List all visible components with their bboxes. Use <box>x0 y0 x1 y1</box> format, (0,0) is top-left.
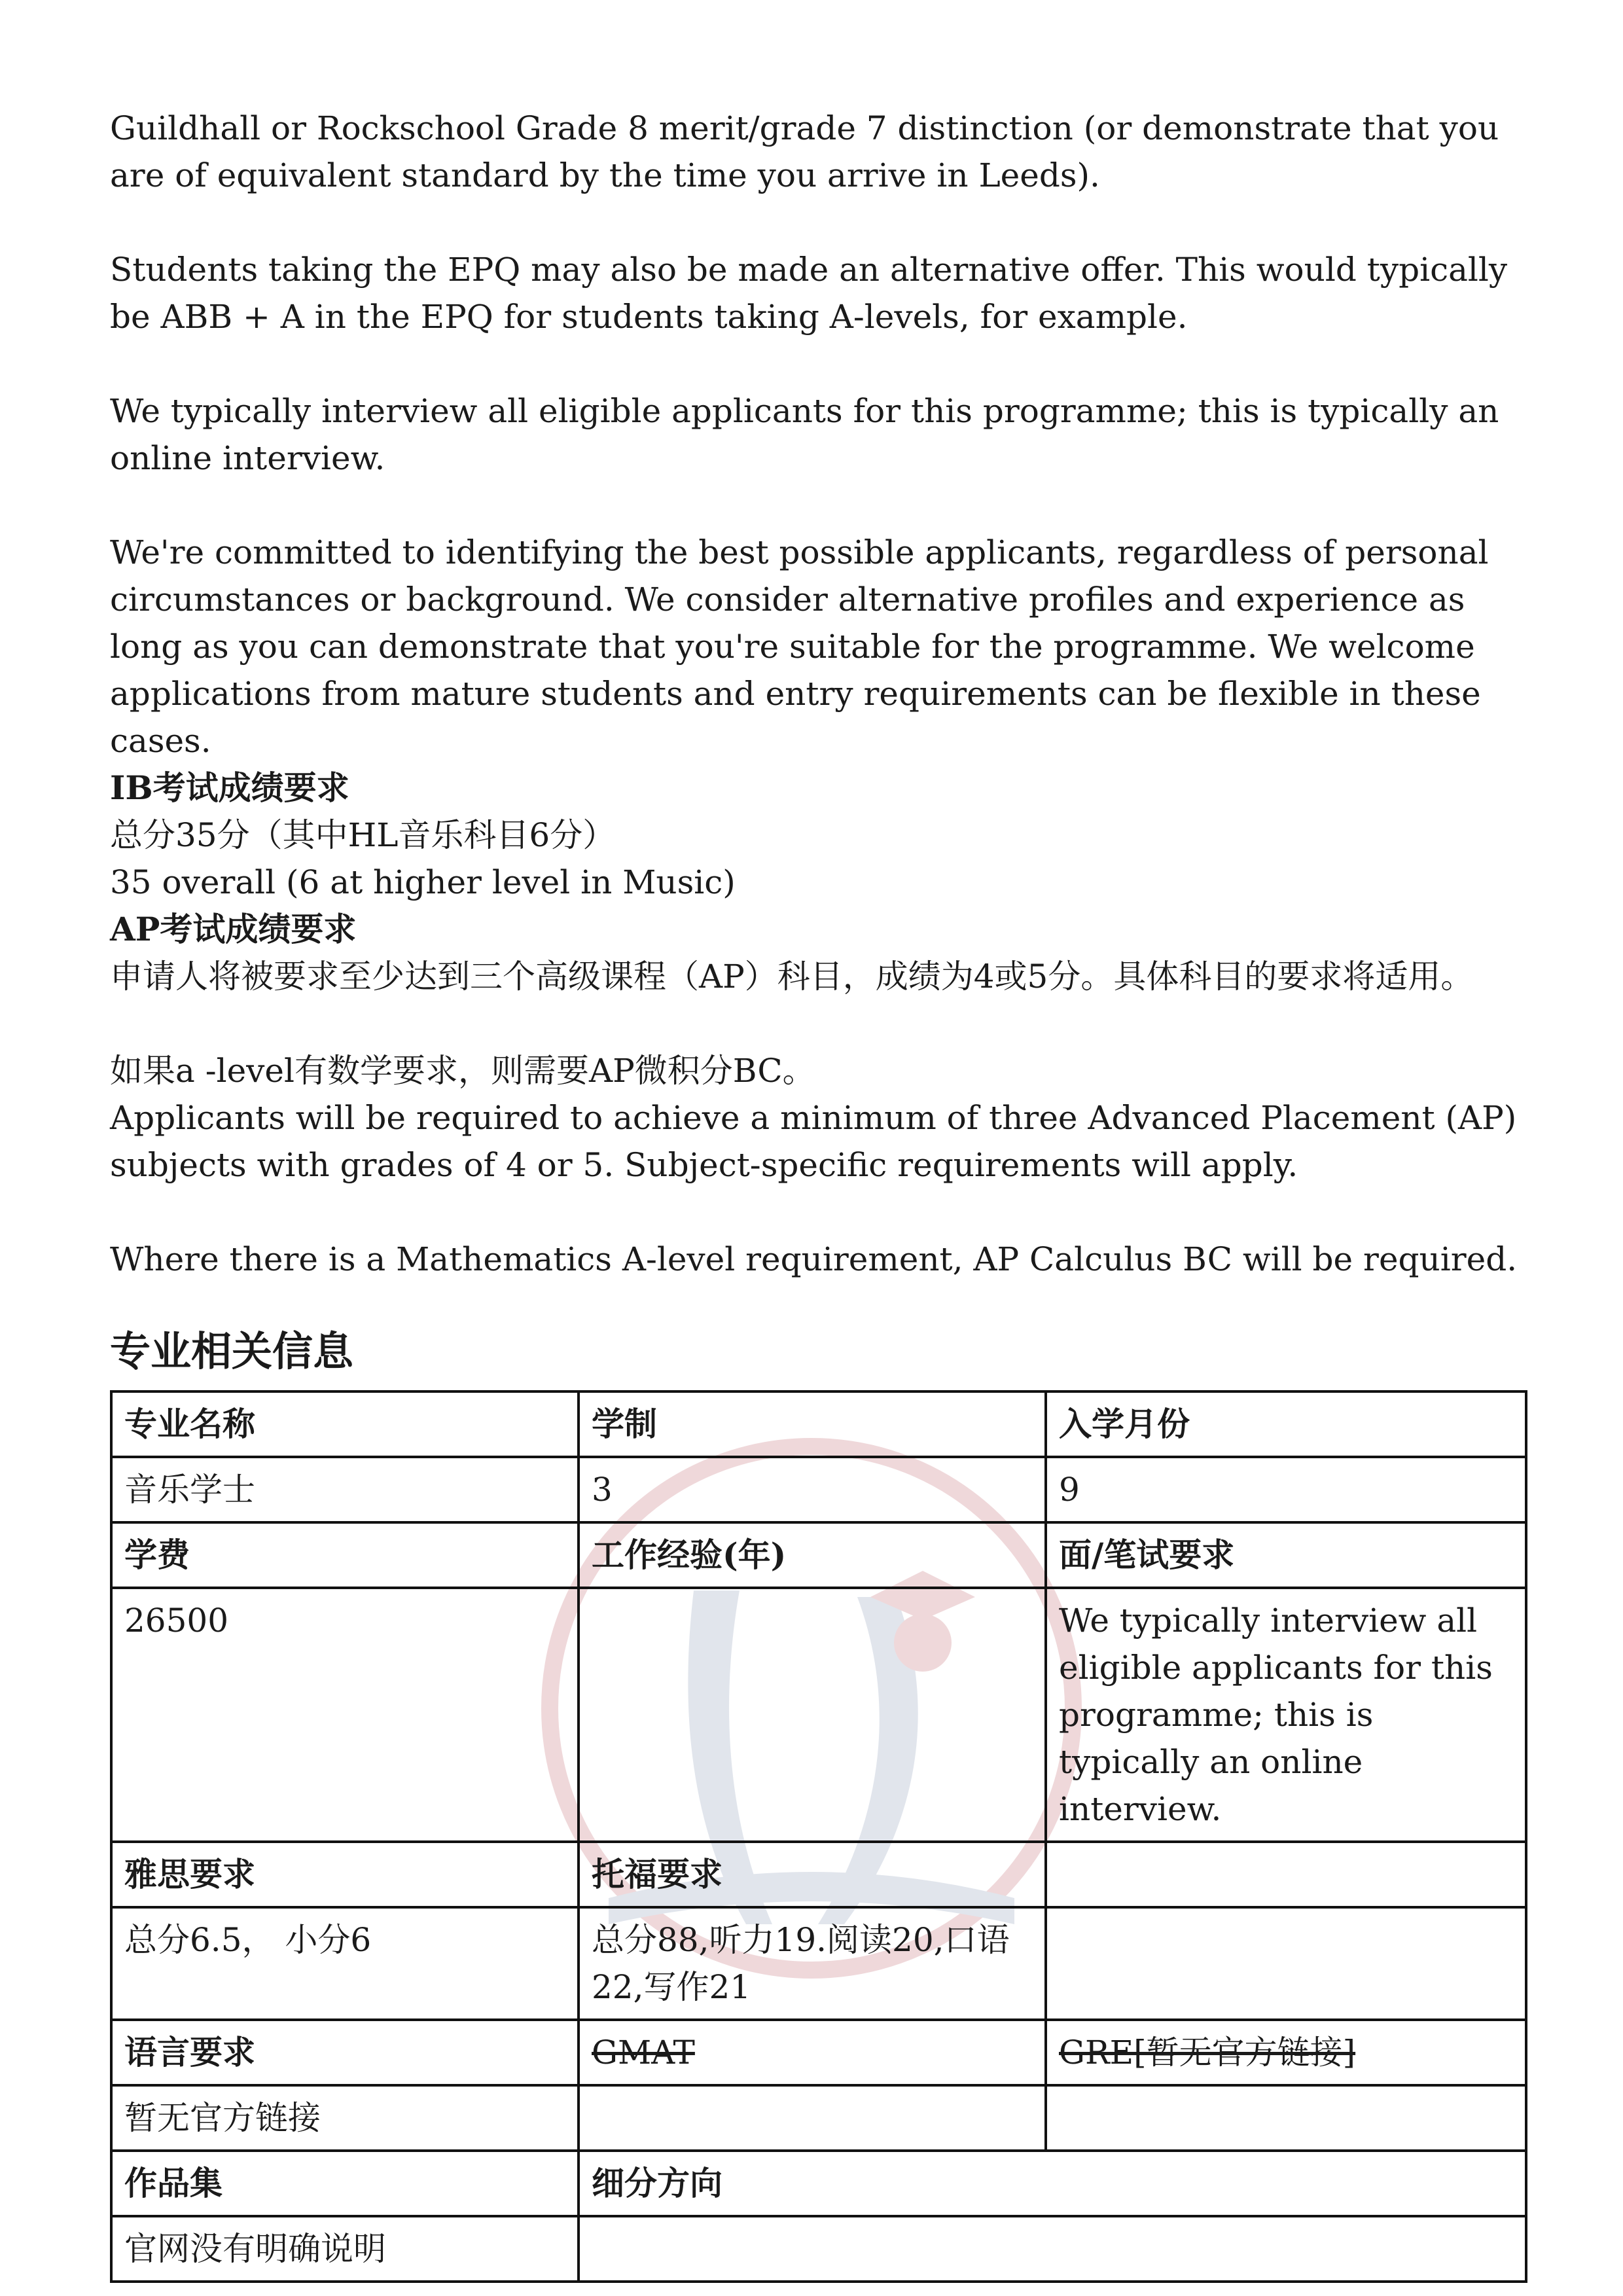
table-cell-strikethrough: GMAT <box>579 2020 1046 2085</box>
table-row <box>111 2085 1526 2151</box>
ap-line-en2: Where there is a Mathematics A-level requirement, AP Calculus BC will be required. <box>110 1240 1518 1278</box>
table-cell: 总分88,听力19.阅读20,口语22,写作21 <box>579 1907 1046 2020</box>
table-cell: 26500 <box>111 1588 579 1842</box>
table-row <box>111 1522 1526 1588</box>
ap-line-cn2: 如果a -level有数学要求，则需要AP微积分BC。 <box>110 1052 815 1090</box>
table-cell <box>1046 1907 1526 2020</box>
table-cell: 9 <box>1046 1457 1526 1522</box>
table-row <box>111 1391 1526 1457</box>
table-row <box>111 2216 1526 2282</box>
table-cell-header: 雅思要求 <box>111 1842 579 1907</box>
table-cell-header: 语言要求 <box>111 2020 579 2085</box>
program-info-table <box>110 1390 1527 2283</box>
table-cell: 音乐学士 <box>111 1457 579 1522</box>
table-cell-header: 学费 <box>111 1522 579 1588</box>
table-cell-header: 工作经验(年) <box>579 1522 1046 1588</box>
table-cell-header: 学制 <box>579 1391 1046 1457</box>
table-cell-header: 专业名称 <box>111 1391 579 1457</box>
paragraph-grade-requirement: Guildhall or Rockschool Grade 8 merit/grade 7 distinction (or demonstrate that you are of equivalent standard by the time you arrive in Leeds). <box>110 109 1499 194</box>
table-row <box>111 1588 1526 1842</box>
paragraph-interview: We typically interview all eligible applicants for this programme; this is typically an online interview. <box>110 392 1499 477</box>
section-title: 专业相关信息 <box>110 1327 354 1375</box>
ib-heading: IB考试成绩要求 <box>110 768 349 807</box>
table-cell <box>579 1588 1046 1842</box>
document-page <box>110 105 1524 2283</box>
table-cell-header: 入学月份 <box>1046 1391 1526 1457</box>
table-row <box>111 1457 1526 1522</box>
table-cell: 总分6.5， 小分6 <box>111 1907 579 2020</box>
table-cell <box>1046 2085 1526 2151</box>
table-cell <box>579 2216 1526 2282</box>
table-cell-header: 细分方向 <box>579 2151 1526 2216</box>
ap-line-cn1: 申请人将被要求至少达到三个高级课程（AP）科目，成绩为4或5分。具体科目的要求将适用。 <box>110 958 1474 996</box>
table-row <box>111 2020 1526 2085</box>
table-cell-strikethrough: GRE[暂无官方链接] <box>1046 2020 1526 2085</box>
table-cell <box>579 2085 1046 2151</box>
ib-line-cn: 总分35分（其中HL音乐科目6分） <box>110 816 616 854</box>
table-row <box>111 1907 1526 2020</box>
table-cell-header <box>1046 1842 1526 1907</box>
paragraph-commitment: We're committed to identifying the best possible applicants, regardless of personal circumstances or background. We consider alternative profiles and experience as long as you can demonstrate that you're suitable for the programme. We welcome applications from mature students and entry requirements can be flexible in these cases. <box>110 533 1489 760</box>
table-cell: 3 <box>579 1457 1046 1522</box>
ap-heading: AP考试成绩要求 <box>110 910 357 948</box>
ib-line-en: 35 overall (6 at higher level in Music) <box>110 863 736 901</box>
table-cell: 官网没有明确说明 <box>111 2216 579 2282</box>
table-cell-header: 面/笔试要求 <box>1046 1522 1526 1588</box>
ap-line-en1: Applicants will be required to achieve a minimum of three Advanced Placement (AP) subjects with grades of 4 or 5. Subject-specific requirements will apply. <box>110 1099 1517 1184</box>
table-row <box>111 1842 1526 1907</box>
table-cell: We typically interview all eligible applicants for this programme; this is typically an online interview. <box>1046 1588 1526 1842</box>
table-row <box>111 2151 1526 2216</box>
table-cell-header: 作品集 <box>111 2151 579 2216</box>
paragraph-epq-offer: Students taking the EPQ may also be made an alternative offer. This would typically be ABB + A in the EPQ for students taking A-levels, for example. <box>110 251 1508 336</box>
table-cell: 暂无官方链接 <box>111 2085 579 2151</box>
table-cell-header: 托福要求 <box>579 1842 1046 1907</box>
